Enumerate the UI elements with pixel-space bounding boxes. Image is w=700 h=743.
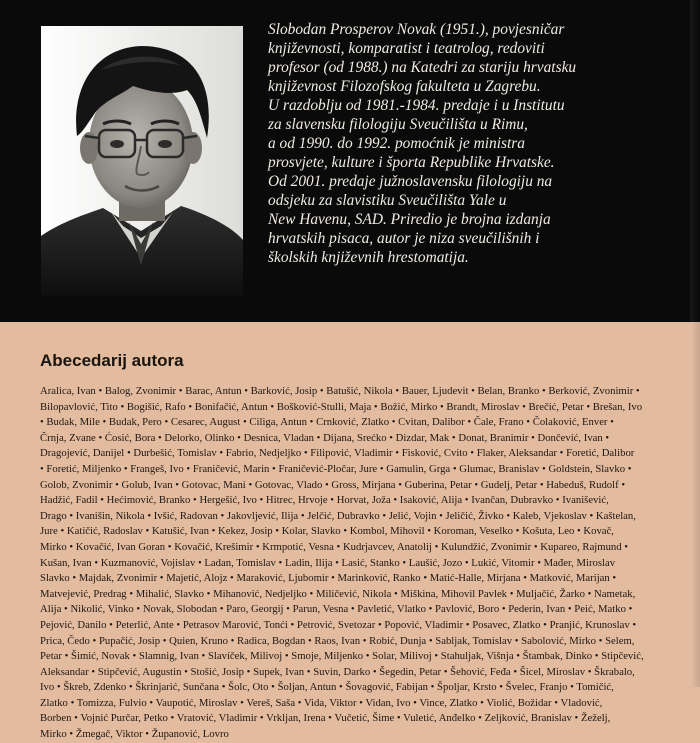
index-line: Borben • Vojnić Purčar, Petko • Vratović, Vladimir • Vrkljan, Irena • Vučetić, Šime • Vuletić, Anđelko • Zeljković, Branislav • Žeželj, xyxy=(40,712,611,725)
bio-line: odsjeku za slavistiku Sveučilišta Yale u xyxy=(268,192,507,209)
bio-line: školskih književnih hrestomatija. xyxy=(268,249,469,266)
index-line: Aleksandar • Stipčević, Augustin • Stošić, Josip • Supek, Ivan • Suvin, Darko • Šegedin, Petar • Šehović, Feđa • Šicel, Miroslav • Škrabalo, xyxy=(40,665,635,678)
bio-line: Slobodan Prosperov Novak (1951.), povjesničar xyxy=(268,21,565,38)
bio-line: književnosti, komparatist i teatrolog, redoviti xyxy=(268,40,545,57)
index-line: Mirko • Žmegač, Viktor • Županović, Lovro xyxy=(40,728,229,741)
bio-line: U razdoblju od 1981.-1984. predaje i u Institutu xyxy=(268,97,565,114)
bio-line: Od 2001. predaje južnoslavensku filologiju na xyxy=(268,173,553,190)
index-line: Slavko • Majdak, Zvonimir • Majetić, Alojz • Maraković, Ljubomir • Marinković, Ranko • Matić-Halle, Mirjana • Matković, Marijan • xyxy=(40,572,617,585)
index-line: Drago • Ivanišin, Nikola • Ivšić, Radovan • Jakovljević, Ilija • Jelčić, Dubravko • Jelić, Vojin • Jeličić, Živko • Kaleb, Vjekoslav • Kaštelan, xyxy=(40,509,636,522)
index-line: Dragojević, Danijel • Durbešić, Tomislav • Fabrio, Nedjeljko • Filipović, Vladimir • Fisković, Cvito • Flaker, Aleksandar • Foretić, Dalibor xyxy=(40,447,635,460)
index-line: Pejović, Danilo • Peterlić, Ante • Petrasov Marović, Tonći • Petrović, Svetozar • Popović, Vladimir • Posavec, Zlatko • Pranjić, Krunoslav • xyxy=(40,618,637,631)
index-line: Alija • Nikolić, Vinko • Novak, Slobodan • Paro, Georgij • Parun, Vesna • Pavletić, Vlatko • Pavlović, Boro • Pederin, Ivan • Peić, Matko • xyxy=(40,603,633,616)
index-line: Mirko • Kovačić, Ivan Goran • Kovačić, Krešimir • Krmpotić, Vesna • Kudrjavcev, Anatolij • Kulundžić, Zvonimir • Kupareo, Rajmund • xyxy=(40,540,629,553)
bio-line: za slavensku filologiju Sveučilišta u Rimu, xyxy=(268,116,528,133)
index-line: Golob, Zvonimir • Golub, Ivan • Gotovac, Mani • Gotovac, Vlado • Gross, Mirjana • Guberina, Petar • Gudelj, Petar • Habeduš, Rudolf • xyxy=(40,478,626,491)
cover-edge-shading xyxy=(690,0,700,687)
index-line: Črnja, Zvane • Ćosić, Bora • Delorko, Olinko • Desnica, Vladan • Dijana, Srećko • Dizdar, Mak • Donat, Branimir • Dončević, Ivan • xyxy=(40,431,610,444)
author-portrait-photo xyxy=(41,26,243,296)
top-dark-panel xyxy=(0,0,700,322)
index-line: Matvejević, Predrag • Mihalić, Slavko • Mihanović, Nedjeljko • Miličević, Nikola • Miškina, Mihovil Pavlek • Muljačić, Žarko • Nametak, xyxy=(40,587,636,600)
index-line: Jure • Katičić, Radoslav • Katušić, Ivan • Kekez, Josip • Kolar, Slavko • Kombol, Mihovil • Koroman, Veselko • Košuta, Leo • Kovač, xyxy=(40,525,614,538)
index-line: Kušan, Ivan • Kuzmanović, Vojislav • Ladan, Tomislav • Ladin, Ilija • Lasić, Stanko • Laušić, Jozo • Lukić, Vitomir • Mađer, Miroslav xyxy=(40,556,616,569)
author-index-list xyxy=(40,384,664,743)
bio-line: prosvjete, kulture i športa Republike Hrvatske. xyxy=(268,154,555,171)
index-line: Hadžić, Fadil • Hećimović, Branko • Hergešić, Ivo • Hitrec, Hrvoje • Horvat, Joža • Isaković, Alija • Ivančan, Dubravko • Ivanišević, xyxy=(40,494,609,507)
index-line: • Budak, Mile • Budak, Pero • Cesarec, August • Ciliga, Antun • Crnković, Zlatko • Cvitan, Dalibor • Čale, Frano • Čolaković, Enver • xyxy=(40,416,614,429)
index-title: Abecedarij autora xyxy=(40,351,184,370)
index-line: Aralica, Ivan • Balog, Zvonimir • Barac, Antun • Barković, Josip • Batušić, Nikola • Bauer, Ljudevit • Belan, Branko • Berković, Zvonimir • xyxy=(40,385,640,397)
index-line: Prica, Čedo • Pupačić, Josip • Quien, Kruno • Radica, Bogdan • Raos, Ivan • Robić, Dunja • Sabljak, Tomislav • Sabolović, Mirko • Selem, xyxy=(40,634,635,647)
bio-line: književnost Filozofskog fakulteta u Zagrebu. xyxy=(268,78,541,95)
index-line: Bilopavlović, Tito • Bogišić, Rafo • Bonifačić, Antun • Bošković-Stulli, Maja • Božić, Mirko • Brandt, Miroslav • Brečić, Petar • Brešan, Ivo xyxy=(40,400,643,413)
author-biography xyxy=(268,20,688,267)
bio-line: hrvatskih pisaca, autor je niza sveučilišnih i xyxy=(268,230,540,247)
bio-line: profesor (od 1988.) na Katedri za stariju hrvatsku xyxy=(268,59,577,76)
index-line: • Foretić, Miljenko • Frangeš, Ivo • Franičević, Marin • Franičević-Pločar, Jure • Gamulin, Grga • Glumac, Branislav • Goldstein, Slavko • xyxy=(40,462,632,475)
index-line: Ivo • Škreb, Zdenko • Škrinjarić, Sunčana • Šolc, Oto • Šoljan, Antun • Šovagović, Fabijan • Špoljar, Krsto • Švelec, Franjo • Tomičić, xyxy=(40,681,614,694)
bio-line: New Havenu, SAD. Priredio je brojna izdanja xyxy=(268,211,551,228)
bio-line: a od 1990. do 1992. pomoćnik je ministra xyxy=(268,135,525,152)
index-line: Petar • Šimić, Novak • Slamnig, Ivan • Slavíček, Milivoj • Smoje, Miljenko • Solar, Milivoj • Stahuljak, Višnja • Štambak, Dinko • Stipčević, xyxy=(40,650,644,663)
index-line: Zlatko • Tomizza, Fulvio • Vaupotić, Miroslav • Vereš, Saša • Vida, Viktor • Vidan, Ivo • Vince, Zlatko • Violić, Božidar • Vladović, xyxy=(40,696,603,709)
portrait-illustration xyxy=(41,26,243,296)
